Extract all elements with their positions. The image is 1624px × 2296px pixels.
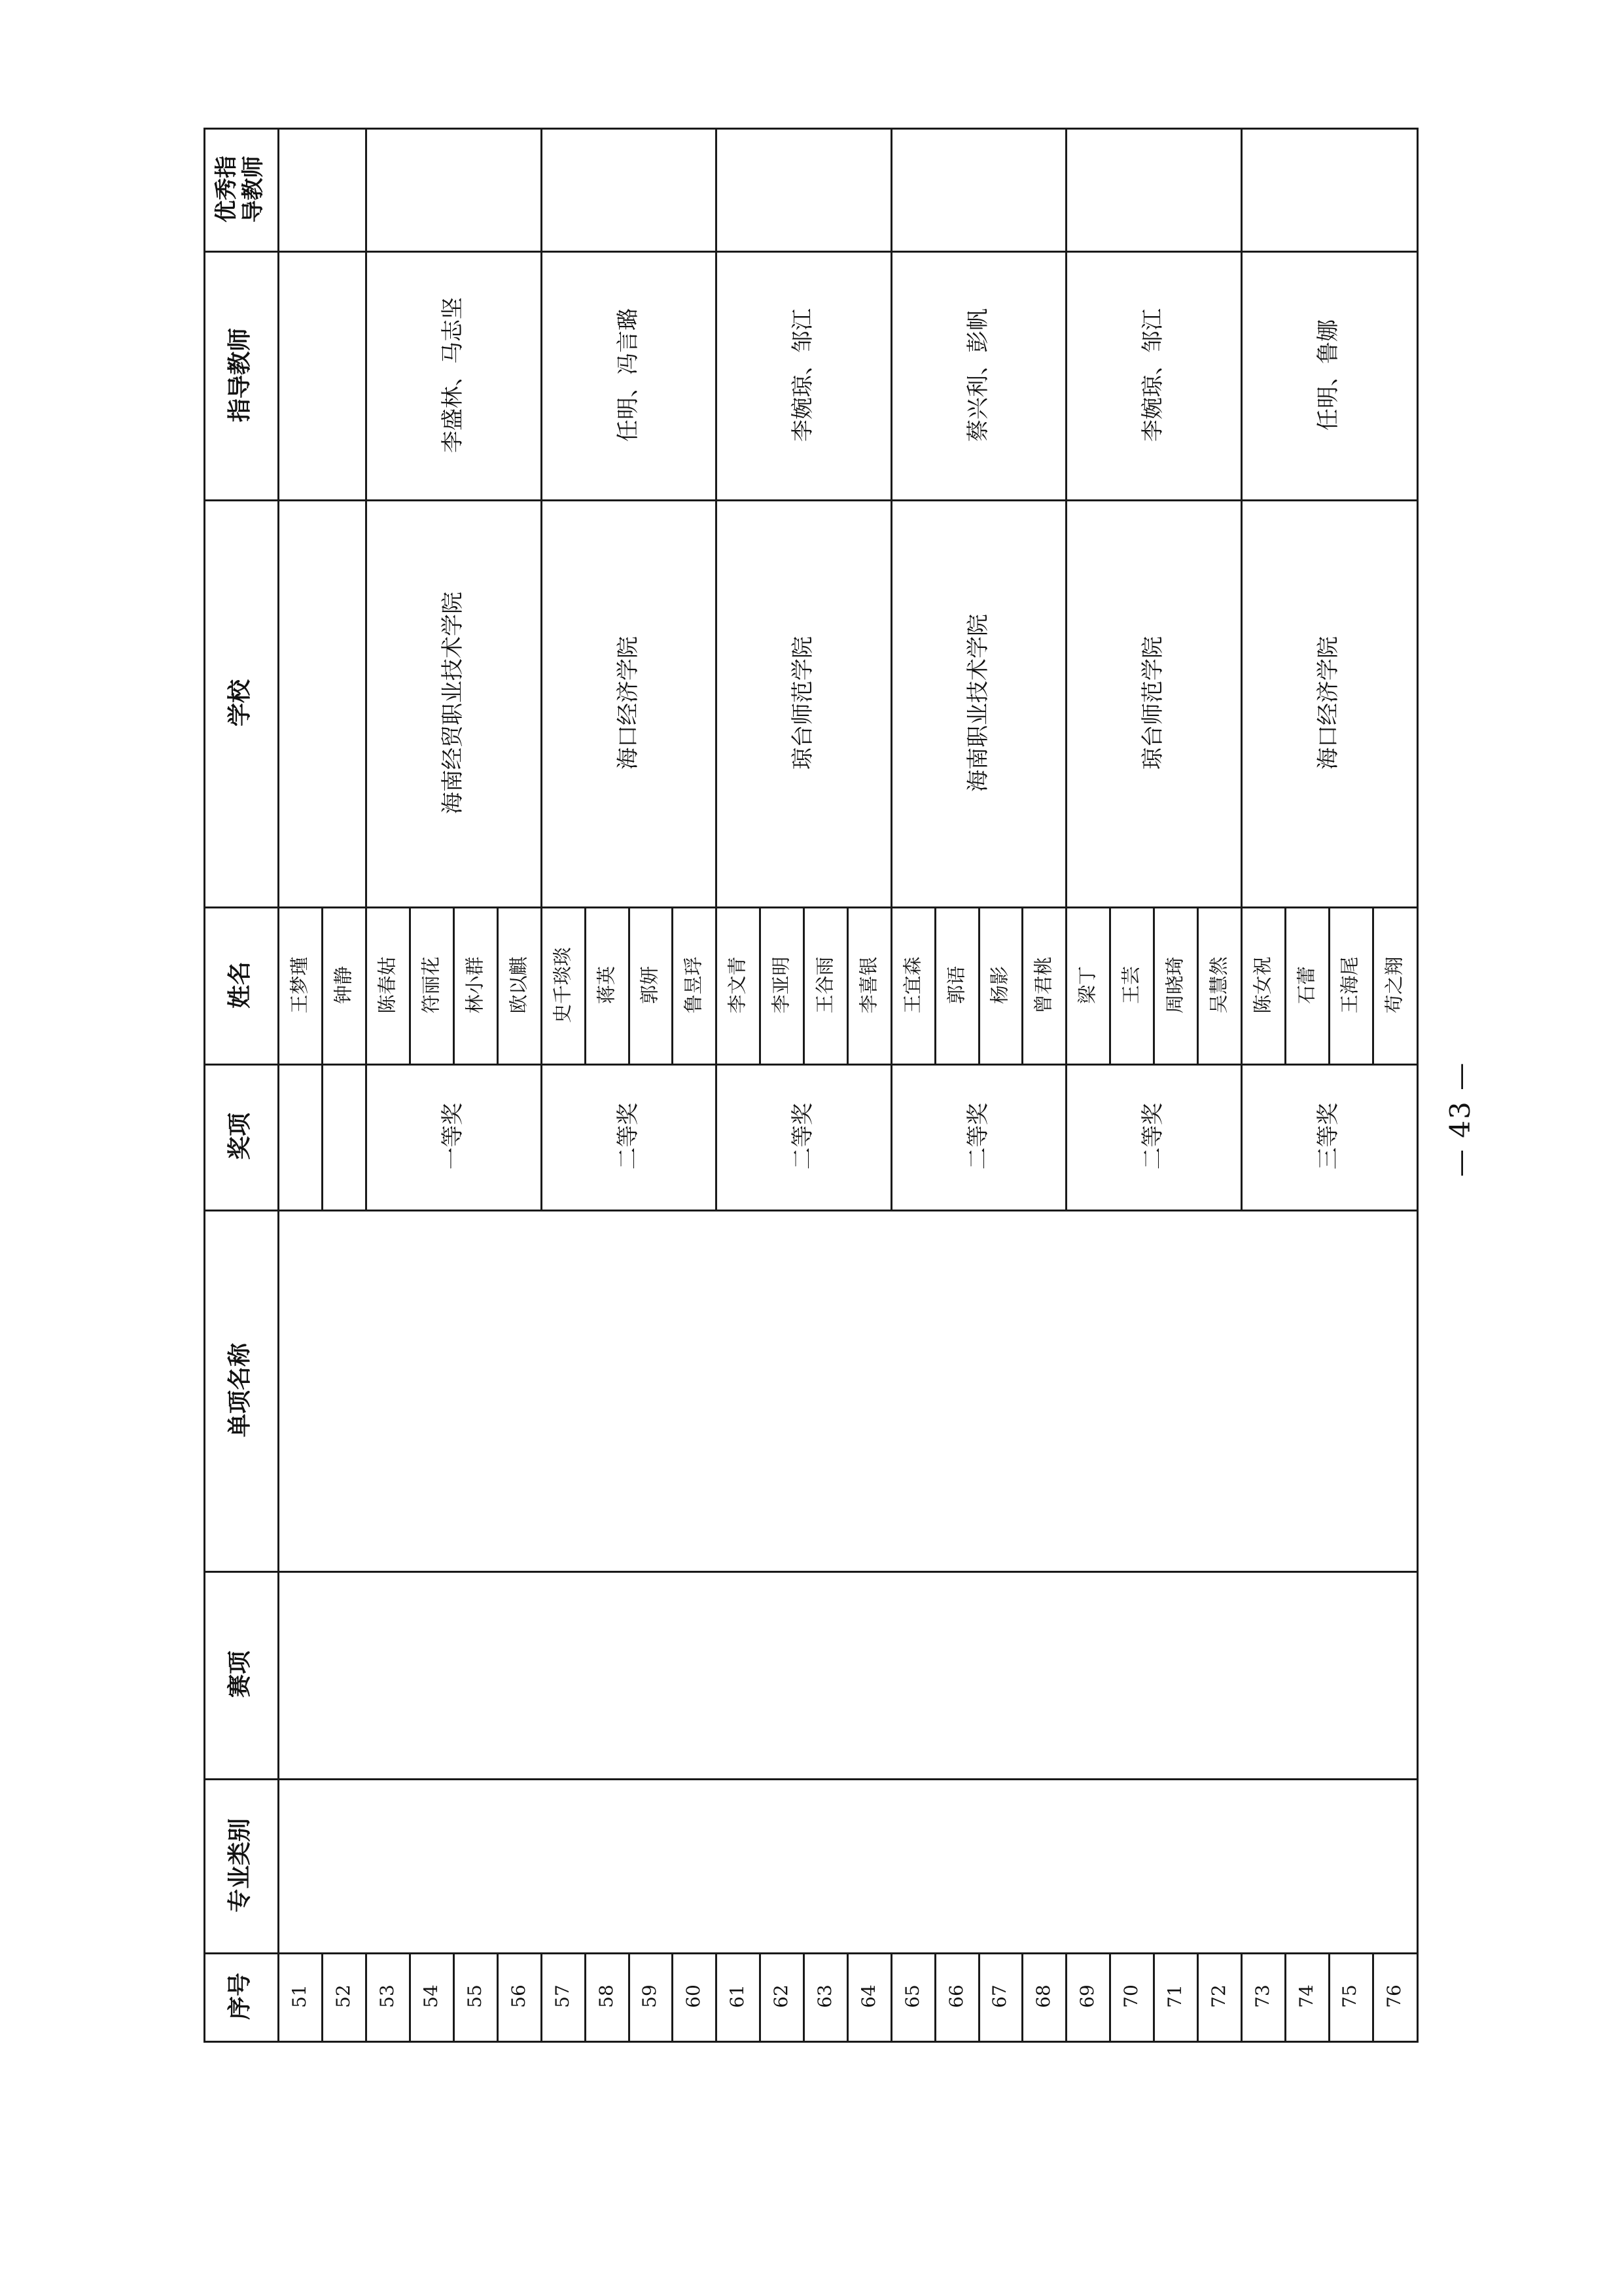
col-line-name [203,1064,1419,1066]
name-cell: 王芸 [1120,965,1142,1005]
seq-row-sep [1109,1952,1111,2043]
name-cell: 符丽花 [419,956,442,1014]
name-cell: 史千琰琰 [551,946,574,1024]
name-group-sep [891,906,892,1064]
header-category: 专业类别 [226,1818,253,1913]
seq-cell: 53 [376,1984,398,2008]
seq-row-sep [1021,1952,1023,2043]
award-cell: 二等奖 [790,1103,816,1170]
seq-row-sep [1153,1952,1155,2043]
advisor-cell: 李婉琼、邹江 [1140,308,1166,442]
name-cell: 王谷雨 [813,956,836,1014]
name-cell: 李喜银 [857,956,880,1014]
seq-cell: 71 [1164,1984,1186,2008]
seq-cell: 74 [1296,1984,1317,2008]
name-cell: 王宜森 [901,956,924,1014]
col-line-category [203,1952,1419,1954]
name-row-sep [1153,906,1155,1064]
table-border-top [203,128,1419,130]
advisor-cell: 任明、鲁娜 [1315,319,1341,431]
name-group-sep [540,906,542,1064]
seq-cell: 76 [1383,1984,1405,2008]
name-row-sep [671,906,673,1064]
seq-cell: 59 [639,1984,660,2008]
name-row-sep [1284,906,1286,1064]
name-cell: 梁丁 [1076,965,1099,1005]
seq-cell: 70 [1120,1984,1142,2008]
name-cell: 鲁昱琈 [682,956,705,1014]
seq-cell: 64 [858,1984,879,2008]
seq-cell: 66 [945,1984,967,2008]
seq-row-sep [453,1952,455,2043]
seq-row-sep [934,1952,936,2043]
school-cell: 海口经济学院 [615,636,641,770]
name-group-sep [365,906,367,1064]
seq-row-sep [978,1952,980,2043]
seq-cell: 51 [289,1984,310,2008]
school-cell: 海南职业技术学院 [965,614,991,792]
award-cell: 二等奖 [1140,1103,1166,1170]
header-event: 赛项 [226,1650,253,1698]
seq-row-sep [847,1952,849,2043]
col-line-school [203,906,1419,908]
seq-row-sep [1328,1952,1330,2043]
header-advisor: 指导教师 [226,327,253,423]
seq-cell: 55 [464,1984,485,2008]
seq-cell: 61 [726,1984,748,2008]
name-row-sep [1328,906,1330,1064]
name-row-sep [934,906,936,1064]
name-cell: 郭语 [945,965,968,1005]
name-group-sep [1065,906,1067,1064]
name-row-sep [321,906,323,1064]
name-row-sep [409,906,411,1064]
name-cell: 郭妍 [638,965,661,1005]
seq-row-sep [1197,1952,1199,2043]
name-cell: 陈春姑 [376,956,398,1014]
col-line-award [203,1210,1419,1211]
award-cell: 一等奖 [440,1103,466,1170]
name-row-sep [628,906,630,1064]
name-row-sep [497,906,499,1064]
name-cell: 李亚明 [769,956,792,1014]
seq-row-sep [409,1952,411,2043]
advisor-cell: 李婉琼、邹江 [790,308,816,442]
name-row-sep [1372,906,1374,1064]
header-separator [277,128,279,2043]
name-cell: 王梦瑾 [288,956,311,1014]
seq-row-sep [1372,1952,1374,2043]
seq-cell: 75 [1339,1984,1360,2008]
seq-cell: 52 [332,1984,354,2008]
award-cell: 二等奖 [615,1103,641,1170]
table-border-right [1417,128,1419,2043]
award-cell: 二等奖 [965,1103,991,1170]
name-group-sep [715,906,717,1064]
name-cell: 林小群 [463,956,486,1014]
page-number: — 43 — [1444,1061,1476,1177]
name-cell: 李文青 [726,956,749,1014]
name-cell: 陈女祝 [1251,956,1274,1014]
col-line-item-name [203,1571,1419,1573]
seq-cell: 68 [1033,1984,1054,2008]
seq-row-sep [715,1952,717,2043]
name-row-sep [803,906,805,1064]
header-name: 姓名 [226,961,253,1009]
name-cell: 周晓琦 [1163,956,1186,1014]
name-cell: 苟之翔 [1383,956,1405,1014]
advisor-cell: 蔡兴利、彭帆 [965,308,991,442]
seq-row-sep [671,1952,673,2043]
header-excellent-advisor: 优秀指导教师 [213,156,266,223]
award-cell: 三等奖 [1315,1103,1341,1170]
seq-row-sep [1284,1952,1286,2043]
seq-row-sep [497,1952,499,2043]
seq-cell: 69 [1076,1984,1098,2008]
seq-row-sep [1241,1952,1243,2043]
seq-row-sep [365,1952,367,2043]
col-line-excellent-advisor [203,251,1419,253]
seq-row-sep [584,1952,586,2043]
name-row-sep [1109,906,1111,1064]
name-cell: 曾君桃 [1032,956,1055,1014]
name-cell: 钟静 [332,965,355,1005]
seq-row-sep [321,1952,323,2043]
name-cell: 欧以麒 [507,956,530,1014]
seq-cell: 63 [814,1984,836,2008]
name-cell: 王海尾 [1338,956,1361,1014]
name-cell: 蒋英 [595,965,618,1005]
seq-cell: 72 [1208,1984,1229,2008]
header-item-name: 单项名称 [226,1342,253,1438]
seq-row-sep [1065,1952,1067,2043]
seq-cell: 73 [1252,1984,1273,2008]
seq-cell: 62 [770,1984,792,2008]
name-row-sep [453,906,455,1064]
seq-cell: 54 [420,1984,442,2008]
advisor-cell: 李盛林、马志坚 [440,297,466,453]
col-line-event [203,1778,1419,1780]
name-row-sep [847,906,849,1064]
name-row-sep [1197,906,1199,1064]
seq-row-sep [628,1952,630,2043]
seq-cell: 65 [902,1984,923,2008]
seq-row-sep [540,1952,542,2043]
name-cell: 石蕾 [1295,965,1318,1005]
seq-row-sep [803,1952,805,2043]
name-group-sep [1241,906,1243,1064]
name-row-sep [1021,906,1023,1064]
school-cell: 琼台师范学院 [790,636,816,770]
name-cell: 吴慧然 [1207,956,1230,1014]
table-border-bottom [203,2041,1419,2043]
school-cell: 海口经济学院 [1315,636,1341,770]
header-award: 奖项 [226,1112,253,1160]
seq-cell: 56 [508,1984,529,2008]
header-seq: 序号 [226,1972,253,2020]
name-row-sep [759,906,761,1064]
school-cell: 琼台师范学院 [1140,636,1166,770]
name-cell: 杨影 [988,965,1011,1005]
advisor-cell: 任明、冯言璐 [615,308,641,442]
seq-cell: 60 [682,1984,704,2008]
col-line-advisor [203,499,1419,501]
header-school: 学校 [226,679,253,727]
name-row-sep [978,906,980,1064]
seq-row-sep [891,1952,892,2043]
seq-row-sep [759,1952,761,2043]
seq-cell: 67 [989,1984,1010,2008]
seq-cell: 57 [552,1984,573,2008]
seq-cell: 58 [595,1984,617,2008]
table-border-left [203,128,205,2043]
name-row-sep [584,906,586,1064]
school-cell: 海南经贸职业技术学院 [440,592,466,814]
